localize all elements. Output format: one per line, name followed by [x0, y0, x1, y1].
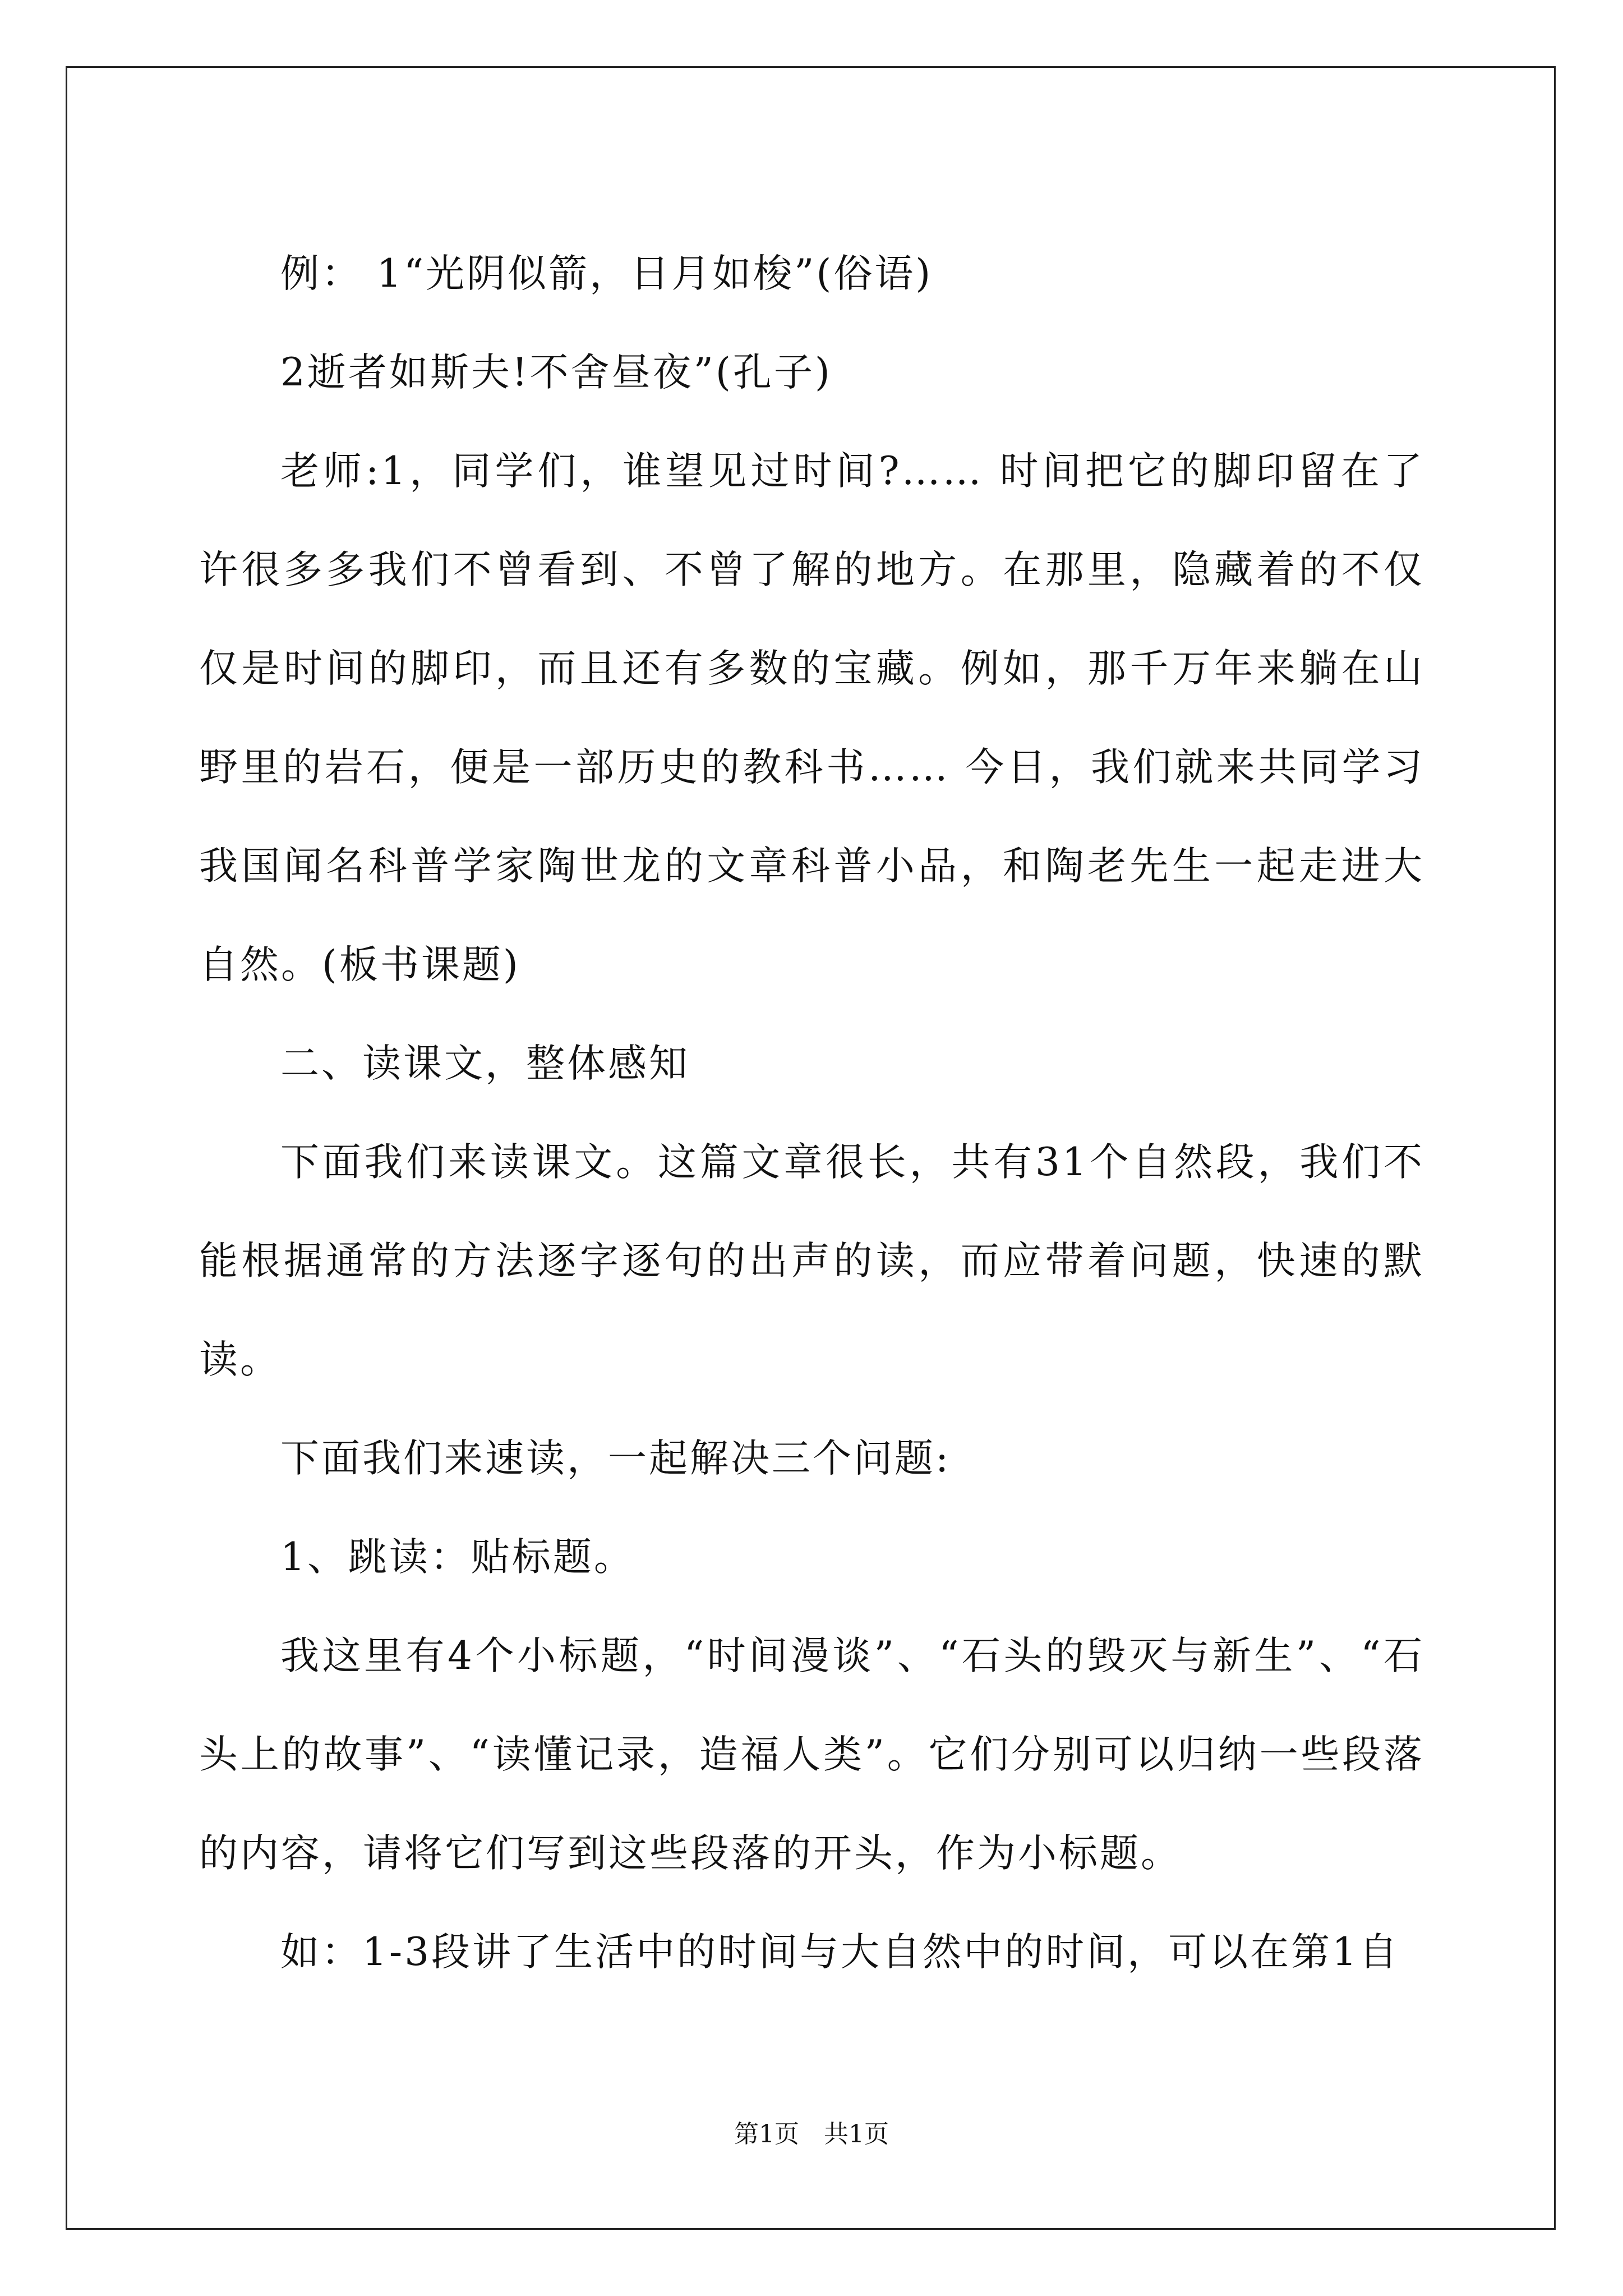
paragraph-example-1: 例： 1“光阴似箭，日月如梭”(俗语): [280, 251, 933, 296]
paragraph-step-1: 1、跳读：贴标题。: [280, 1535, 635, 1580]
paragraph-teacher-intro: 老师:1，同学们，谁望见过时间?…… 时间把它的脚印留在了许很多多我们不曾看到、不曾了解的地方。在那里，隐藏着的不仅仅是时间的脚印，而且还有多数的宝藏。例如，那千万年来躺在山野里的岩石，便是一部历史的教科书…… 今日，我们就来共同学习我国闻名科普学家陶世龙的文章科普小品，和陶老先生一起走进大自然。(板书课题): [199, 449, 1424, 987]
paragraph-reading-instruction: 下面我们来读课文。这篇文章很长，共有31个自然段，我们不能根据通常的方法逐字逐句的出声的读，而应带着问题，快速的默读。: [199, 1140, 1424, 1382]
paragraph-example-2: 2逝者如斯夫!不舍昼夜”(孔子): [280, 350, 832, 395]
paragraph-speed-reading: 下面我们来速读，一起解决三个问题:: [280, 1436, 951, 1481]
document-body: [199, 224, 1424, 2001]
page-footer: 第1页 共1页: [734, 2120, 889, 2148]
paragraph-subtitles: 我这里有4个小标题，“时间漫谈”、“石头的毁灭与新生”、“石头上的故事”、“读懂记录，造福人类”。它们分别可以归纳一些段落的内容，请将它们写到这些段落的开头，作为小标题。: [199, 1634, 1424, 1876]
section-heading: 二、读课文，整体感知: [280, 1041, 690, 1086]
paragraph-example-segment: 如：1-3段讲了生活中的时间与大自然中的时间，可以在第1自: [280, 1930, 1400, 1975]
